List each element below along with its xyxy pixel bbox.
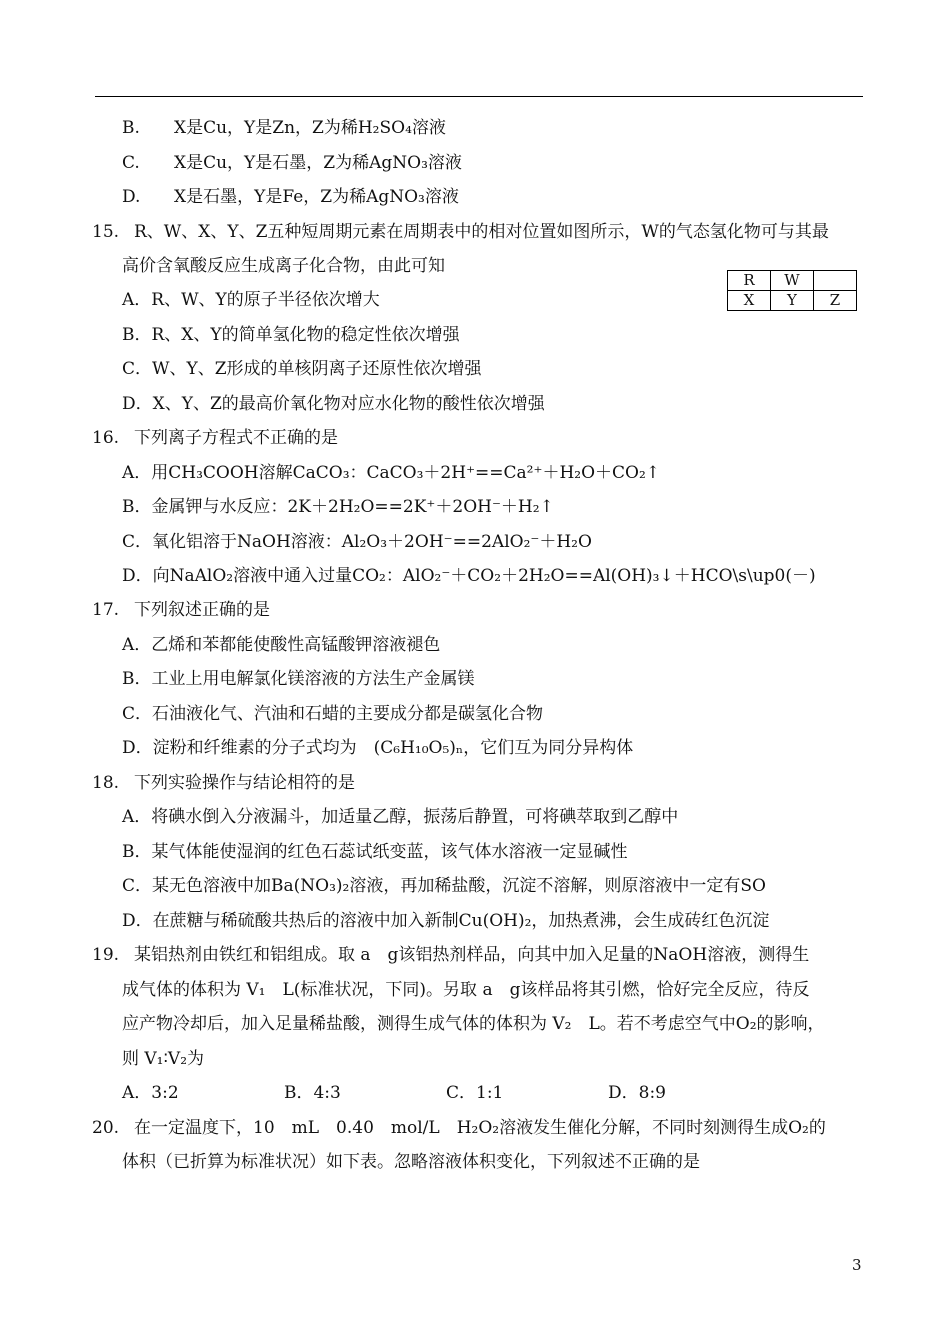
- q17-option-b: B．工业上用电解氯化镁溶液的方法生产金属镁: [122, 669, 475, 689]
- q19-option-a: A．3:2: [122, 1083, 179, 1103]
- q19-stem-line1: 19. 某铝热剂由铁红和铝组成。取 a g该铝热剂样品，向其中加入足量的NaOH溶液，测得生: [92, 945, 810, 965]
- q16-stem: 16. 下列离子方程式不正确的是: [92, 428, 338, 448]
- q15-option-b: B．R、X、Y的简单氢化物的稳定性依次增强: [122, 325, 460, 345]
- q19-option-d: D．8:9: [608, 1083, 666, 1103]
- q18-option-b: B．某气体能使湿润的红色石蕊试纸变蓝，该气体水溶液一定显碱性: [122, 842, 628, 862]
- q17-option-c: C．石油液化气、汽油和石蜡的主要成分都是碳氢化合物: [122, 704, 544, 724]
- q18-stem: 18. 下列实验操作与结论相符的是: [92, 773, 355, 793]
- q20-stem-line2: 体积（已折算为标准状况）如下表。忽略溶液体积变化，下列叙述不正确的是: [122, 1152, 700, 1172]
- q15-option-a: A．R、W、Y的原子半径依次增大: [122, 290, 380, 310]
- q16-option-a: A．用CH₃COOH溶解CaCO₃：CaCO₃＋2H⁺==Ca²⁺＋H₂O＋CO₂↑: [122, 463, 661, 483]
- table-cell: Z: [814, 291, 857, 311]
- q18-option-d: D．在蔗糖与稀硫酸共热后的溶液中加入新制Cu(OH)₂，加热煮沸，会生成砖红色沉淀: [122, 911, 770, 931]
- q16-option-d: D．向NaAlO₂溶液中通入过量CO₂：AlO₂⁻＋CO₂＋2H₂O==Al(OH)₃↓＋HCO\s\up0(－): [122, 566, 816, 586]
- table-cell: R: [728, 271, 771, 291]
- q17-option-d: D．淀粉和纤维素的分子式均为 (C₆H₁₀O₅)ₙ，它们互为同分异构体: [122, 738, 634, 758]
- table-row: [728, 291, 857, 311]
- table-cell: X: [728, 291, 771, 311]
- table-cell: Y: [771, 291, 814, 311]
- header-rule: [95, 96, 863, 97]
- q15-stem-line2: 高价含氧酸反应生成离子化合物，由此可知: [122, 256, 445, 276]
- q19-stem-line3: 应产物冷却后，加入足量稀盐酸，测得生成气体的体积为 V₂ L。若不考虑空气中O₂的影响，: [122, 1014, 825, 1034]
- q17-stem: 17. 下列叙述正确的是: [92, 600, 270, 620]
- q14-option-b: B. X是Cu，Y是Zn，Z为稀H₂SO₄溶液: [122, 118, 446, 138]
- q19-options: [122, 1081, 770, 1105]
- q16-option-b: B．金属钾与水反应：2K＋2H₂O==2K⁺＋2OH⁻＋H₂↑: [122, 497, 554, 517]
- q19-stem-line4: 则 V₁∶V₂为: [122, 1049, 205, 1069]
- q18-option-c: C．某无色溶液中加Ba(NO₃)₂溶液，再加稀盐酸，沉淀不溶解，则原溶液中一定有SO: [122, 876, 766, 896]
- table-cell: W: [771, 271, 814, 291]
- q19-option-b: B．4:3: [284, 1083, 341, 1103]
- q19-stem-line2: 成气体的体积为 V₁ L(标准状况，下同)。另取 a g该样品将其引燃，恰好完全反应，待反: [122, 980, 810, 1000]
- q14-option-c: C. X是Cu，Y是石墨，Z为稀AgNO₃溶液: [122, 153, 462, 173]
- q15-stem-line1: 15. R、W、X、Y、Z五种短周期元素在周期表中的相对位置如图所示，W的气态氢化物可与其最: [92, 222, 829, 242]
- q20-stem-line1: 20. 在一定温度下，10 mL 0.40 mol/L H₂O₂溶液发生催化分解，不同时刻测得生成O₂的: [92, 1118, 826, 1138]
- q15-option-d: D．X、Y、Z的最高价氧化物对应水化物的酸性依次增强: [122, 394, 545, 414]
- q16-option-c: C．氧化铝溶于NaOH溶液：Al₂O₃＋2OH⁻==2AlO₂⁻＋H₂O: [122, 532, 592, 552]
- page-number: 3: [852, 1256, 862, 1274]
- table-row: [728, 271, 857, 291]
- q14-option-d: D. X是石墨，Y是Fe，Z为稀AgNO₃溶液: [122, 187, 459, 207]
- q17-option-a: A．乙烯和苯都能使酸性高锰酸钾溶液褪色: [122, 635, 441, 655]
- q19-option-c: C．1:1: [446, 1083, 504, 1103]
- periodic-position-table: [727, 270, 857, 311]
- q18-option-a: A．将碘水倒入分液漏斗，加适量乙醇，振荡后静置，可将碘萃取到乙醇中: [122, 807, 679, 827]
- table-cell: [814, 271, 857, 291]
- q15-option-c: C．W、Y、Z形成的单核阴离子还原性依次增强: [122, 359, 482, 379]
